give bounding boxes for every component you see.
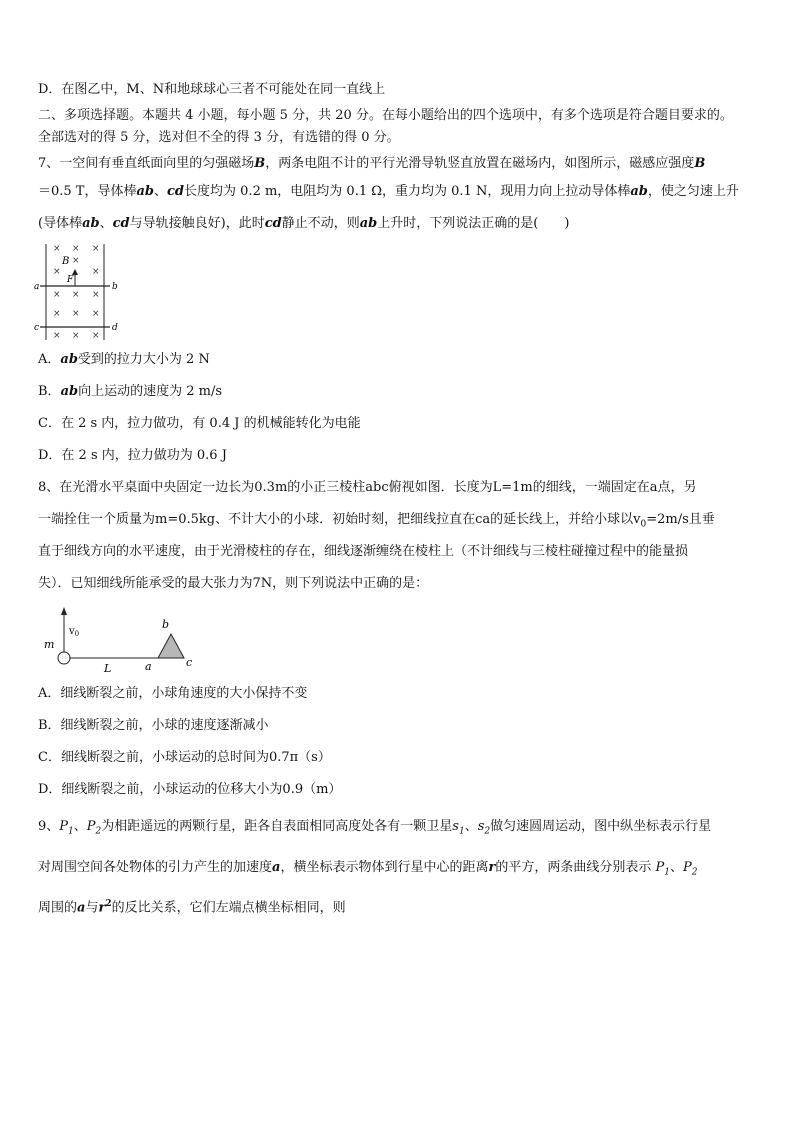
triangular-prism (158, 634, 184, 658)
svg-text:×: × (72, 331, 80, 341)
ball (58, 652, 70, 664)
section2-instructions-line2: 全部选对的得 5 分，选对但不全的得 3 分，有选错的得 0 分。 (38, 130, 400, 145)
svg-text:×: × (53, 244, 61, 254)
svg-text:×: × (53, 331, 61, 341)
q7-option-c: C．在 2 s 内，拉力做功，有 0.4 J 的机械能转化为电能 (38, 416, 361, 431)
q7-stem-line1: 7、一空间有垂直纸面向里的匀强磁场B，两条电阻不计的平行光滑导轨竖直放置在磁场内，如图所示，磁感应强度B (38, 156, 706, 171)
svg-text:×: × (92, 309, 100, 319)
label-c: c (34, 323, 40, 333)
q8-stem-line4: 失）．已知细线所能承受的最大张力为7N，则下列说法中正确的是： (38, 576, 429, 591)
label-d: d (112, 323, 118, 333)
label-b: b (112, 282, 118, 292)
q8-option-b: B．细线断裂之前，小球的速度逐渐减小 (38, 718, 269, 733)
label-c: c (186, 656, 193, 669)
svg-text:×: × (92, 267, 100, 277)
label-b: b (162, 618, 170, 631)
svg-text:×: × (72, 256, 80, 266)
q7-option-a: A．ab受到的拉力大小为 2 N (38, 352, 210, 367)
q8-option-c: C．细线断裂之前，小球运动的总时间为0.7π（s） (38, 750, 331, 765)
q6-option-d: D．在图乙中，M、N和地球球心三者不可能处在同一直线上 (38, 82, 386, 97)
svg-text:×: × (92, 331, 100, 341)
label-v0: $v_0$ (69, 626, 80, 638)
q8-option-d: D．细线断裂之前，小球运动的位移大小为0.9（m） (38, 782, 342, 797)
svg-text:×: × (72, 290, 80, 300)
q9-stem-line2: 对周围空间各处物体的引力产生的加速度a，横坐标表示物体到行星中心的距离r的平方，两条曲线分别表示 $P_1$、$P_2$ (38, 860, 698, 878)
label-a: a (34, 282, 40, 292)
q7-option-b: B．ab向上运动的速度为 2 m/s (38, 384, 222, 399)
svg-text:×: × (92, 290, 100, 300)
q8-stem-line1: 8、在光滑水平桌面中央固定一边长为0.3m的小正三棱柱abc俯视如图．长度为L=1m的细线，一端固定在a点，另 (38, 480, 697, 495)
q8-stem-line2: 一端拴住一个质量为m=0.5kg、不计大小的小球．初始时刻，把细线拉直在ca的延长线上，并给小球以$v_0=2m/s$且垂 (38, 512, 715, 530)
label-F: F (67, 275, 74, 285)
svg-text:×: × (92, 244, 100, 254)
q7-number: 7、 (38, 156, 60, 171)
svg-text:×: × (72, 244, 80, 254)
q8-stem-line3: 直于细线方向的水平速度，由于光滑棱柱的存在，细线逐渐缠绕在棱柱上（不计细线与三棱柱碰撞过程中的能量损 (38, 544, 689, 559)
q8-option-a: A．细线断裂之前，小球角速度的大小保持不变 (38, 686, 308, 701)
label-B: B (62, 256, 70, 267)
velocity-arrowhead (61, 607, 67, 615)
svg-text:×: × (72, 309, 80, 319)
q7-stem-line2: ＝0.5 T，导体棒ab、cd长度均为 0.2 m，电阻均为 0.1 Ω，重力均为 0.1 N，现用力向上拉动导体棒ab，使之匀速上升 (38, 184, 739, 199)
q7-option-d: D．在 2 s 内，拉力做功为 0.6 J (38, 448, 227, 463)
q9-stem-line3: 周围的a与$r^2$的反比关系，它们左端点横坐标相同，则 (38, 899, 346, 916)
section2-instructions-line1: 二、多项选择题。本题共 4 小题，每小题 5 分，共 20 分。在每小题给出的四个选项中，有多个选项是符合题目要求的。 (38, 108, 733, 123)
svg-text:×: × (53, 290, 61, 300)
label-a: a (145, 660, 152, 673)
svg-text:×: × (53, 309, 61, 319)
label-L: L (104, 662, 112, 674)
label-m: m (44, 638, 55, 651)
svg-text:×: × (53, 267, 61, 277)
q7-rails-figure (34, 242, 120, 342)
q9-stem-line1: 9、$P_1$、$P_2$为相距遥远的两颗行星，距各自表面相同高度处各有一颗卫星$s_1$、$s_2$做匀速圆周运动，图中纵坐标表示行星 (38, 819, 712, 837)
q7-stem-line3: (导体棒ab、cd与导轨接触良好)，此时cd静止不动，则ab上升时，下列说法正确的是( ) (38, 216, 570, 231)
q8-prism-figure (40, 600, 210, 674)
